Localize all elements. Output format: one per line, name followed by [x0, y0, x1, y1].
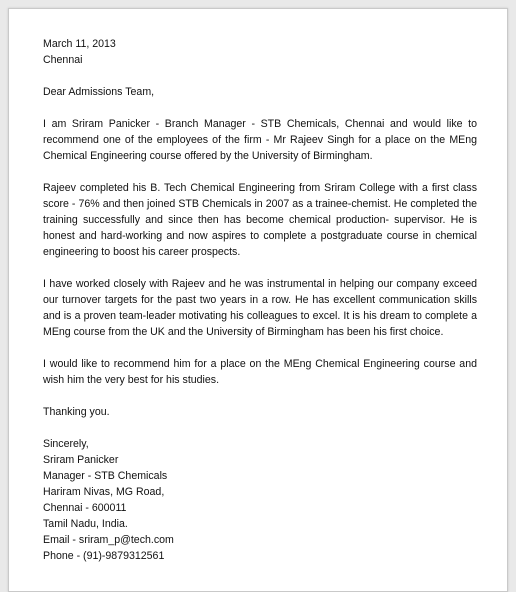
thanks-line: Thanking you.	[43, 406, 110, 418]
letter-body	[43, 36, 477, 564]
signature-title: Manager - STB Chemicals	[43, 470, 168, 482]
signature-address-street: Hariram Nivas, MG Road,	[43, 486, 165, 498]
paragraph-education: Rajeev completed his B. Tech Chemical Engineering from Sriram College with a first class score - 76% and then joined STB Chemicals in 2007 as a trainee-chemist. He completed the training successfully and since then has become chemical production- supervisor. He is honest and hard-working and now aspires to complete a postgraduate course in chemical engineering to boost his career prospects.	[43, 182, 477, 258]
salutation: Dear Admissions Team,	[43, 86, 155, 98]
letter-place: Chennai	[43, 54, 83, 66]
paragraph-introduction: I am Sriram Panicker - Branch Manager - STB Chemicals, Chennai and would like to recommend one of the employees of the firm - Mr Rajeev Singh for a place on the MEng Chemical Engineering course offered by the University of Birmingham.	[43, 118, 477, 162]
signature-name: Sriram Panicker	[43, 454, 119, 466]
signature-address-city: Chennai - 600011	[43, 502, 127, 514]
signature-address-state: Tamil Nadu, India.	[43, 518, 128, 530]
letter-date: March 11, 2013	[43, 38, 116, 50]
closing-line: Sincerely,	[43, 438, 89, 450]
paragraph-performance: I have worked closely with Rajeev and he was instrumental in helping our company exceed our turnover targets for the past two years in a row. He has excellent communication skills and is a proven team-leader motivating his colleagues to excel. It is his dream to complete a MEng course from the UK and the University of Birmingham has been his first choice.	[43, 278, 477, 338]
signature-phone: Phone - (91)-9879312561	[43, 550, 165, 562]
letter-page	[8, 8, 508, 592]
signature-email: Email - sriram_p@tech.com	[43, 534, 174, 546]
paragraph-recommendation: I would like to recommend him for a place on the MEng Chemical Engineering course and wish him the very best for his studies.	[43, 358, 477, 386]
